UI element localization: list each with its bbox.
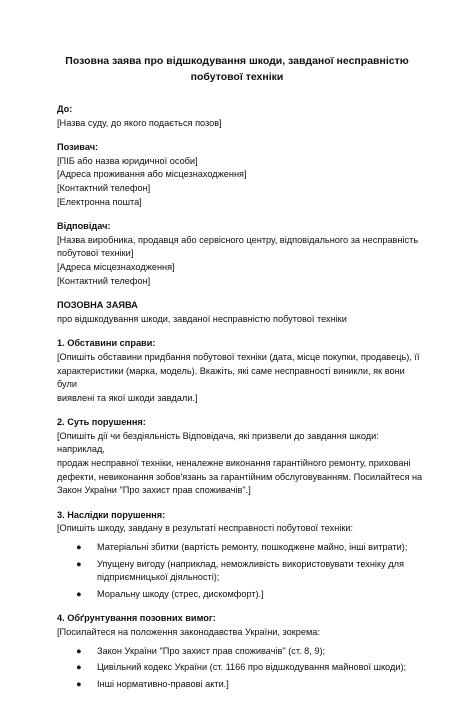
list-item-text: Закон України "Про захист прав споживачів" (ст. 8, 9);: [97, 645, 326, 656]
list-item-text: Цивільний кодекс України (ст. 1166 про відшкодування майнової шкоди);: [97, 662, 407, 673]
section-1-text: [Опишіть обставини придбання побутової техніки (дата, місце покупки, продавець), її: [57, 351, 420, 362]
plaintiff-address-field: [Адреса проживання або місцезнаходження]: [57, 169, 247, 180]
bullet-icon: ●: [76, 645, 82, 656]
to-heading: До:: [57, 104, 73, 114]
bullet-icon: ●: [76, 558, 82, 569]
document-body: [57, 103, 427, 702]
plaintiff-section: [57, 141, 427, 209]
section-2-text: дефекти, невиконання зобов'язань за гарантійним обслуговуванням. Посилайтеся на: [57, 471, 423, 482]
legal-basis-list: [57, 645, 427, 692]
defendant-section: [57, 220, 427, 288]
plaintiff-heading: Позивач:: [57, 142, 99, 153]
list-item: [57, 678, 427, 692]
section-circumstances: [57, 337, 427, 405]
title-line-2: побутової техніки: [190, 71, 284, 83]
section-2-text: Закон України "Про захист прав споживачів".]: [57, 485, 251, 496]
section-3-intro: [Опишіть шкоду, завдану в результаті несправності побутової техніки:: [57, 523, 354, 534]
bullet-icon: ●: [76, 662, 82, 673]
section-4-intro: [Посилайтеся на положення законодавства України, зокрема:: [57, 627, 320, 637]
list-item-text: Матеріальні збитки (вартість ремонту, пошкоджене майно, інші витрати);: [97, 542, 408, 553]
section-3-heading: 3. Наслідки порушення:: [57, 509, 166, 520]
section-legal-basis: [57, 612, 427, 691]
claim-heading: ПОЗОВНА ЗАЯВА: [57, 300, 138, 311]
list-item-text: підприємницької діяльності);: [97, 572, 220, 583]
section-1-text: характеристики (марка, модель). Вкажіть, які саме несправності виникли, як вони були: [57, 365, 405, 390]
plaintiff-phone-field: [Контактний телефон]: [57, 182, 151, 193]
section-4-heading: 4. Обґрунтування позовних вимог:: [57, 613, 216, 624]
section-violation: [57, 416, 427, 498]
list-item-text: Інші нормативно-правові акти.]: [97, 678, 229, 689]
list-item: [57, 588, 427, 602]
section-2-text: продаж несправної техніки, неналежне виконання гарантійного ремонту, приховані: [57, 458, 411, 469]
section-1-text: виявлені та якої шкоди завдали.]: [57, 392, 198, 403]
section-2-heading: 2. Суть порушення:: [57, 417, 146, 428]
section-consequences: [57, 509, 427, 602]
defendant-heading: Відповідач:: [57, 221, 111, 232]
list-item: [57, 541, 427, 555]
plaintiff-email-field: [Електронна пошта]: [57, 196, 142, 207]
bullet-icon: ●: [76, 588, 82, 599]
plaintiff-name-field: [ПІБ або назва юридичної особи]: [57, 155, 198, 166]
claim-header: [57, 299, 427, 326]
to-section: [57, 103, 427, 130]
section-2-text: [Опишіть дії чи бездіяльність Відповідача, які призвели до завдання шкоди: наприклад,: [57, 430, 379, 455]
section-1-heading: 1. Обставини справи:: [57, 338, 156, 349]
title-line-1: Позовна заява про відшкодування шкоди, завданої несправністю: [65, 55, 409, 67]
defendant-address-field: [Адреса місцезнаходження]: [57, 261, 175, 272]
bullet-icon: ●: [76, 678, 82, 689]
list-item-text: Моральну шкоду (стрес, дискомфорт).]: [97, 588, 264, 599]
consequences-list: [57, 541, 427, 601]
list-item: [57, 661, 427, 675]
defendant-name-field: [Назва виробника, продавця або сервісного центру, відповідального за несправність: [57, 234, 419, 245]
document-title: [0, 53, 474, 85]
defendant-name-field-cont: побутової техніки]: [57, 248, 134, 259]
bullet-icon: ●: [76, 542, 82, 553]
defendant-phone-field: [Контактний телефон]: [57, 275, 151, 286]
list-item-text: Упущену вигоду (наприклад, неможливість використовувати техніку для: [97, 558, 404, 569]
claim-subtitle: про відшкодування шкоди, завданої несправністю побутової техніки: [57, 313, 347, 324]
court-field: [Назва суду, до якого подається позов]: [57, 117, 222, 128]
list-item: [57, 558, 427, 585]
list-item: [57, 645, 427, 659]
